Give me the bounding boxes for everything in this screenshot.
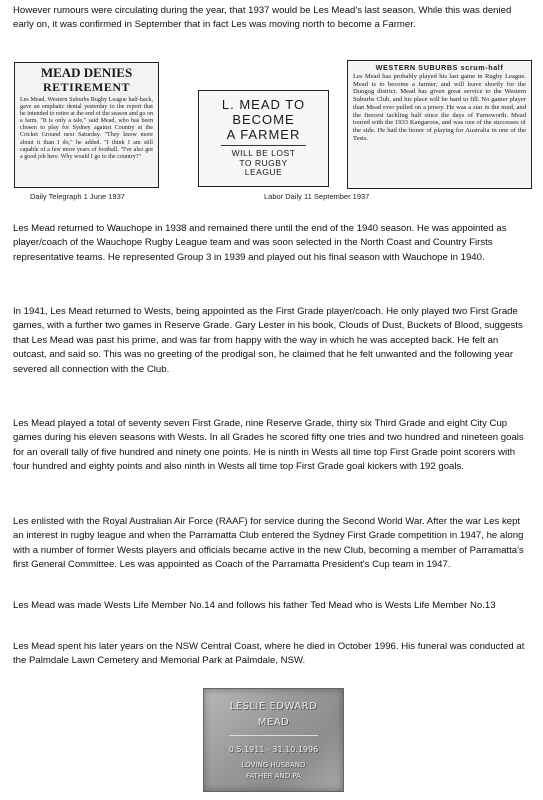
- clipping-caption-labor-daily: Labor Daily 11 September 1937: [264, 192, 370, 201]
- plaque-name: LESLIE EDWARD: [229, 701, 318, 712]
- plaque-epitaph-line-2: FATHER AND PA: [246, 772, 301, 780]
- paragraph-later-years: Les Mead spent his later years on the NSW Central Coast, where he died in October 1996. His funeral was conducted at the Palmdale Lawn Cemetery and Memorial Park at Palmdale, NSW.: [13, 641, 525, 667]
- paragraph-raaf-parramatta: Les enlisted with the Royal Australian Air Force (RAAF) for service during the Second World War. After the war Les kept an interest in rugby league and when the Parramatta Club entered the Sydney First Grade competition in 1947, he along with a number of former Wests players and officials became active in the new Club, becoming a member of Parramatta's first General Committee. Les was appointed as Coach of the Parramatta President's Cup team in 1947.: [13, 516, 524, 571]
- subheadline-line-1: WILL BE LOST: [231, 148, 296, 158]
- paragraph-return-to-wests: In 1941, Les Mead returned to Wests, being appointed as the First Grade player/coach. He only played two First Grade games, with a further two games in Reserve Grade. Gary Lester in his book, Clouds of Dust, Buckets of Blood, suggests that Les Mead was past his prime, and was far from happy with the way in which he was accepted back. He felt an outcast, and said so. This was no greeting of the prodigal son, he claimed that he felt unwanted and the following year severed all connection with the Club.: [13, 306, 523, 375]
- plaque-rule: [229, 735, 318, 736]
- clipping-body: Les Mead has probably played his last game in Rugby League. Mead is to become a farmer, and will leave shortly for the Dungog district. Mead has given great service to the Western Suburbs Club, and his place will be hard to fill. No gamer player than Mead ever pulled on a jersey. He was a star in the mud, and the fiercest tackling half since the days of Farnsworth. Mead toured with the 1933 Kangaroos, and was one of the successes of the side. He had the honor of playing for Australia in one of the Tests.: [353, 73, 526, 142]
- plaque-surname: MEAD: [257, 717, 290, 728]
- clipping-headline: [15, 66, 158, 94]
- headline-line-3: A FARMER: [226, 127, 301, 142]
- headline-line-2: BECOME: [232, 112, 295, 127]
- newspaper-clipping-western-suburbs-scrum-half: [347, 60, 532, 189]
- headline-line-1: L. MEAD TO: [221, 97, 306, 112]
- plaque-dates: 0.5.1911 - 31.10.1996: [228, 745, 319, 754]
- subheadline-line-2: TO RUGBY: [239, 157, 288, 168]
- paragraph-wauchope: Les Mead returned to Wauchope in 1938 and remained there until the end of the 1940 season. He was appointed as player/coach of the Wauchope Rugby League team and was soon selected in the North Coast and Country Firsts representative teams. He represented Group 3 in 1939 and played out his final season with Wauchope in 1940.: [13, 223, 507, 263]
- clipping-caption-daily-telegraph: Daily Telegraph 1 June 1937: [30, 192, 125, 201]
- paragraph-career-totals: Les Mead played a total of seventy seven First Grade, nine Reserve Grade, thirty six Third Grade and eight City Cup games during his eleven seasons with Wests. In all Grades he scored fifty one tries and two hundred and nineteen goals for an overall tally of five hundred and ninety one points. He is ninth in Wests all time top First Grade point scorers with four hundred and eighty points and also ninth in Wests all time top First Grade goal kickers with 192 goals.: [13, 418, 524, 473]
- intro-paragraph: However rumours were circulating during the year, that 1937 would be Les Mead's last season. While this was denied early on, it was confirmed in September that in fact Les was moving north to become a Farmer.: [13, 5, 512, 31]
- clipping-headline: WESTERN SUBURBS scrum-half: [375, 63, 504, 72]
- subheadline-line-3: LEAGUE: [244, 167, 283, 177]
- newspaper-clipping-mead-denies-retirement: [14, 62, 159, 188]
- clipping-body: Les Mead, Western Suburbs Rugby League half-back, gave an emphatic denial yesterday to the report that he intended to retire at the end of the season and go on a farm. "It is only a tale," said Mead, who has been chosen to play for Sydney against Country at the Cricket Ground next Saturday. "They know more about it than I do," he added. "I think I am still capable of a few more years of football. "I've also got a good job here. Why would I go to the country?": [20, 97, 154, 160]
- divider: [221, 145, 306, 146]
- plaque-epitaph-line-1: LOVING HUSBAND: [241, 761, 306, 769]
- headline-line-2: RETIREMENT: [42, 80, 130, 94]
- clipping-headline: [199, 97, 328, 142]
- headline-line-1: MEAD DENIES: [40, 65, 133, 80]
- newspaper-clipping-mead-to-become-farmer: [198, 90, 329, 187]
- clipping-subheadline: [199, 149, 328, 178]
- paragraph-life-member: Les Mead was made Wests Life Member No.14 and follows his father Ted Mead who is Wests Life Member No.13: [13, 600, 496, 611]
- memorial-plaque-photo: [203, 688, 344, 792]
